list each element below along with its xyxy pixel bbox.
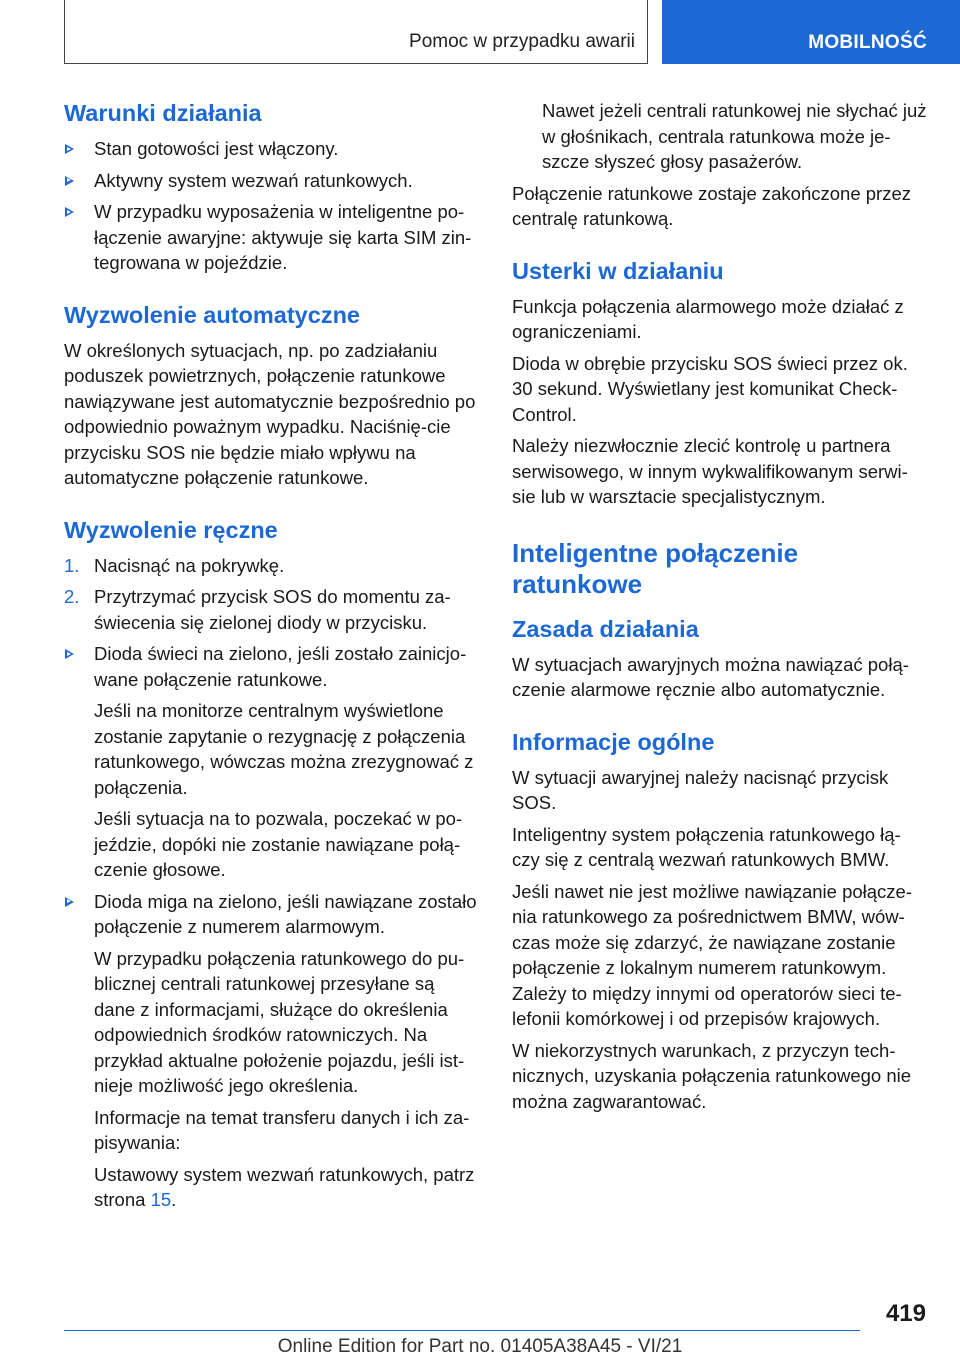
paragraph: W niekorzystnych warunkach, z przyczyn tech-nicznych, uzyskania połączenia ratunkowego nie można zagwarantować. [512, 1039, 912, 1112]
step-text: Nacisnąć na pokrywkę. [94, 554, 285, 576]
section-title: Pomoc w przypadku awarii [409, 31, 635, 52]
paragraph: Połączenie ratunkowe zostaje zakończone przez centralę ratunkową. [512, 182, 912, 229]
paragraph: W sytuacjach awaryjnych można nawiązać połą-czenie alarmowe ręcznie albo automatycznie. [512, 653, 909, 700]
sub-paragraph: Nawet jeżeli centrali ratunkowej nie słychać już w głośnikach, centrala ratunkowa może je-szcze słyszeć głosy pasażerów. [542, 100, 927, 172]
list-item [64, 168, 480, 194]
step-number: 1. [64, 554, 80, 576]
sub-paragraph: W przypadku połączenia ratunkowego do pu-blicznej centrali ratunkowej przesyłane są dane z informacjami, służące do określenia odpowiednich środków ratowniczych. Na przykład aktualne położenie pojazdu, jeśli ist-nieje możliwość jego określenia. [94, 947, 465, 1096]
edition-footer: Online Edition for Part no. 01405A38A45 - VI/21 [277, 1336, 683, 1357]
triangle-bullet-icon [65, 176, 74, 186]
page-reference-link[interactable]: 15 [150, 1189, 172, 1210]
paragraph: Funkcja połączenia alarmowego może działać z ograniczeniami. [512, 295, 904, 342]
paragraph: Inteligentny system połączenia ratunkowego łą-czy się z centralą wezwań ratunkowych BMW. [512, 823, 901, 870]
triangle-bullet-icon [65, 207, 74, 217]
heading-malfunctions: Usterki w działaniu [512, 257, 724, 284]
list-item [64, 641, 480, 692]
paragraph: W określonych sytuacjach, np. po zadziałaniu poduszek powietrznych, połączenie ratunkowe nawiązywane jest automatycznie bezpośrednio po odpowiednio poważnym wypadku. Naciśnię-cie przycisku SOS nie będzie miało wpływu na automatyczne połączenie ratunkowe. [64, 339, 476, 488]
list-item-text: Dioda świeci na zielono, jeśli zostało zainicjo-wane połączenie ratunkowe. [94, 643, 467, 690]
heading-principle: Zasada działania [512, 615, 699, 642]
triangle-bullet-icon [65, 649, 74, 659]
page-header [0, 0, 960, 66]
list-item [64, 199, 480, 276]
reference-text: Ustawowy system wezwań ratunkowych, patrz strona [94, 1163, 475, 1210]
sub-paragraph: Jeśli na monitorze centralnym wyświetlone zostanie zapytanie o rezygnację z połączenia ratunkowego, wówczas można zrezygnować z połączenia. [94, 700, 474, 798]
chapter-tab[interactable] [662, 0, 960, 64]
step-item [64, 584, 480, 635]
section-header-box [64, 0, 648, 64]
page-number: 419 [885, 1300, 926, 1327]
triangle-bullet-icon [65, 144, 74, 154]
list-item-text: Stan gotowości jest włączony. [94, 138, 339, 159]
sub-paragraph: Jeśli sytuacja na to pozwala, poczekać w po-jeździe, dopóki nie zostanie nawiązane połą-czenie głosowe. [94, 808, 463, 880]
list-item-text: W przypadku wyposażenia w inteligentne po-łączenie awaryjne: aktywuje się karta SIM zin-tegrowana w pojeździe. [94, 201, 472, 273]
heading-manual-trigger: Wyzwolenie ręczne [64, 516, 278, 543]
left-column [64, 98, 480, 1219]
step-text: Przytrzymać przycisk SOS do momentu za-świecenia się zielonej diody w przycisku. [94, 586, 451, 633]
list-item-text: Aktywny system wezwań ratunkowych. [94, 169, 413, 191]
paragraph: Dioda w obrębie przycisku SOS świeci przez ok. 30 sekund. Wyświetlany jest komunikat Check-Control. [512, 352, 908, 425]
chapter-tab-label: MOBILNOŚĆ [808, 32, 927, 53]
sub-paragraph [64, 1162, 480, 1213]
triangle-bullet-icon [65, 897, 74, 907]
right-column [512, 98, 928, 1120]
paragraph: Należy niezwłocznie zlecić kontrolę u partnera serwisowego, w innym wykwalifikowanym serwi-sie lub w warsztacie specjalistycznym. [512, 435, 908, 507]
paragraph: W sytuacji awaryjnej należy nacisnąć przycisk SOS. [512, 766, 889, 813]
paragraph: Jeśli nawet nie jest możliwe nawiązanie połącze-nia ratunkowego za pośrednictwem BMW, wów-czas może się zdarzyć, że nawiązane zostanie połączenie z lokalnym numerem ratunkowym. Zależy to między innymi od operatorów sieci te-lefonii komórkowej i od przepisów krajowych. [512, 880, 912, 1029]
heading-automatic-trigger: Wyzwolenie automatyczne [64, 301, 360, 328]
step-item [64, 553, 480, 579]
step-number: 2. [64, 586, 80, 607]
heading-operating-conditions: Warunki działania [64, 100, 262, 126]
footer-divider [64, 1330, 860, 1331]
list-item [64, 889, 480, 940]
heading-intelligent-emergency-call: Inteligentne połączenie ratunkowe [512, 537, 799, 599]
list-item [64, 136, 480, 162]
reference-end: . [171, 1189, 177, 1210]
heading-general-information: Informacje ogólne [512, 728, 715, 755]
sub-paragraph: Informacje na temat transferu danych i ich za-pisywania: [94, 1106, 470, 1153]
list-item-text: Dioda miga na zielono, jeśli nawiązane zostało połączenie z numerem alarmowym. [94, 890, 477, 937]
